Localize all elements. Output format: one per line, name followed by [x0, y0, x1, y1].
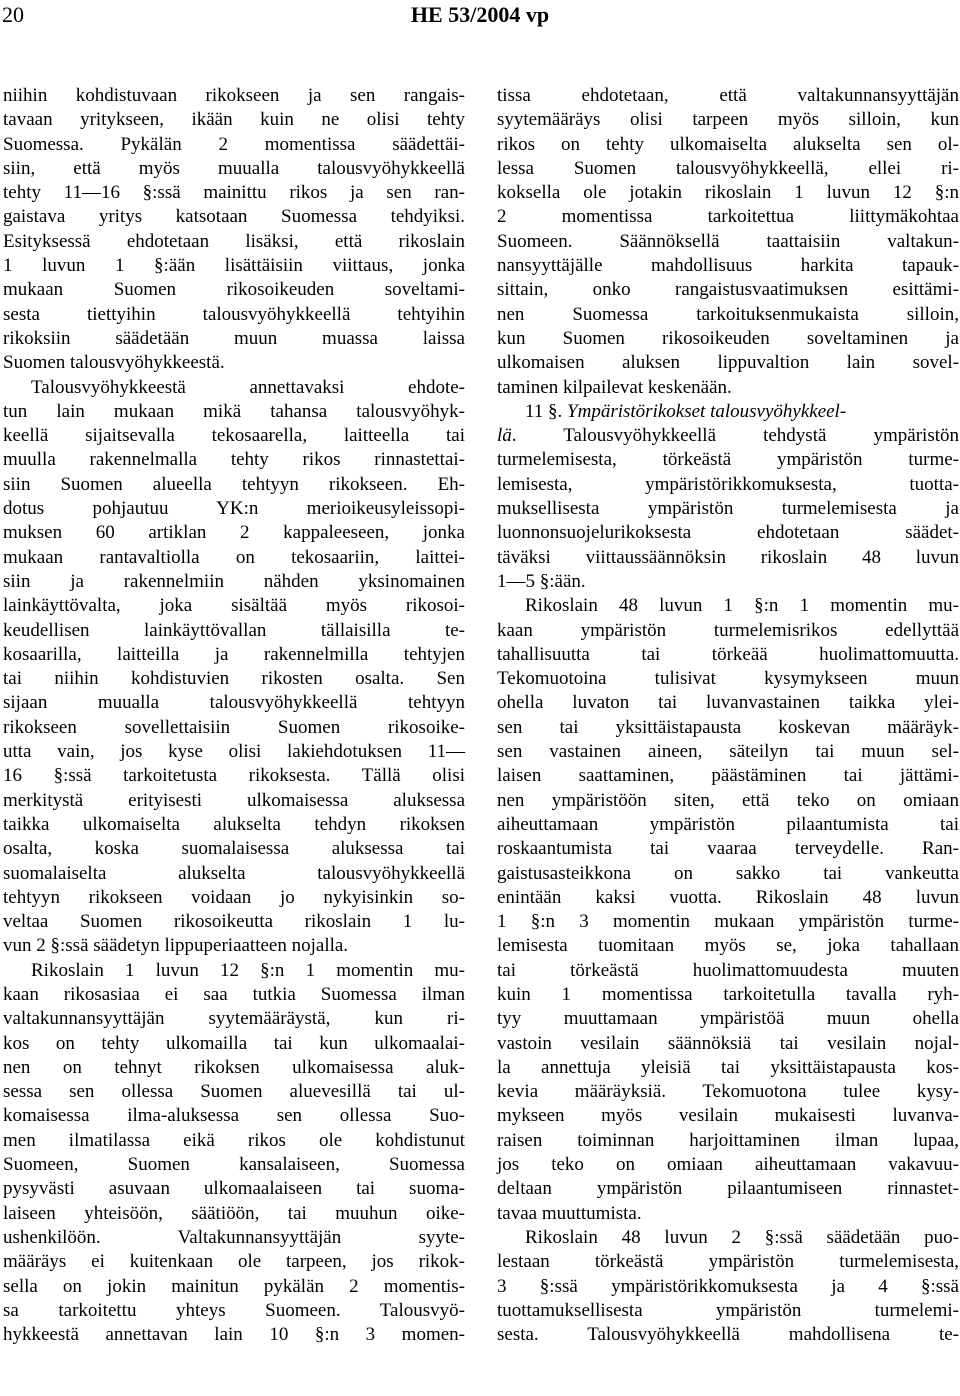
text-line: [497, 1177, 959, 1201]
line-text: vun 2 §:ssä säädetyn lippuperiaatteen nojalla.: [3, 935, 349, 957]
page-number: 20: [2, 2, 24, 27]
line-text: nansyyttäjälle mahdollisuus harkita tapauk-: [497, 255, 959, 277]
line-text: muksen 60 artiklan 2 kappaleeseen, jonka: [3, 522, 465, 544]
text-line: [497, 643, 959, 667]
line-text: enintään kaksi vuotta. Rikoslain 48 luvun: [497, 886, 959, 908]
line-text: kaan rikosasiaa ei saa tutkia Suomessa ilman: [3, 983, 465, 1005]
line-text: gaistusasteikkona on sakko tai vankeutta: [497, 862, 959, 884]
line-text: kos on tehty ulkomailla tai kun ulkomaalai-: [3, 1032, 465, 1054]
text-line: [3, 351, 465, 375]
line-text: tai törkeästä huolimattomuudesta muuten: [497, 959, 959, 981]
line-text: 1—5 §:ään.: [497, 570, 586, 592]
text-line: [497, 1007, 959, 1031]
line-text: hykkeestä annettavan lain 10 §:n 3 momen-: [3, 1324, 465, 1346]
line-text: lemisesta tuomitaan myös se, joka tahallaan: [497, 935, 959, 957]
text-line: [3, 691, 465, 715]
text-line: [497, 230, 959, 254]
line-text: Rikoslain 48 luvun 2 §:ssä säädetään puo-: [525, 1226, 959, 1248]
line-text: sen tai yksittäistapausta koskevan määräyk-: [497, 716, 959, 738]
line-text: Suomeen. Säännöksellä taattaisiin valtakun-: [497, 230, 959, 252]
text-line: [3, 643, 465, 667]
text-line: [497, 1323, 959, 1347]
text-line: [3, 1226, 465, 1250]
text-line: [497, 1202, 959, 1226]
line-text: luonnonsuojelurikoksesta ehdotetaan säädet-: [497, 522, 959, 544]
text-line: [497, 1056, 959, 1080]
text-line: [497, 108, 959, 132]
line-text: muksellisesta ympäristön turmelemisesta ja: [497, 498, 959, 520]
text-line: [3, 764, 465, 788]
line-text: siin ja rakennelmiin nähden yksinomainen: [3, 570, 465, 592]
line-text: mykseen myös vesilain mukaisesti luvanva-: [497, 1105, 959, 1127]
line-text: laisen saattaminen, päästäminen tai jättämi-: [497, 765, 959, 787]
right-text-column: [497, 84, 959, 1347]
line-text: laiseen yhteisöön, säätiöön, tai muuhun oike-: [3, 1202, 465, 1224]
line-text: la annettuja yleisiä tai yksittäistapausta kos-: [497, 1056, 959, 1078]
text-line: [3, 740, 465, 764]
text-line: [497, 1153, 959, 1177]
text-line: [3, 1104, 465, 1128]
line-text: turmelemisesta, törkeästä ympäristön turme-: [497, 449, 959, 471]
text-line: [497, 254, 959, 278]
text-line: [3, 278, 465, 302]
text-line: [497, 351, 959, 375]
line-text: Rikoslain 1 luvun 12 §:n 1 momentin mu-: [31, 959, 465, 981]
line-text: tehtyyn rikokseen voidaan jo nykyisinkin so-: [3, 886, 465, 908]
text-line: [497, 327, 959, 351]
line-text: 3 §:ssä ympäristörikkomuksesta ja 4 §:ssä: [497, 1275, 959, 1297]
text-line: [497, 570, 959, 594]
line-text: sittain, onko rangaistusvaatimuksen esittämi-: [497, 279, 959, 301]
line-text: sa tarkoitettu yhteys Suomeen. Talousvyö-: [3, 1299, 465, 1321]
text-line: [497, 497, 959, 521]
line-text: veltaa Suomen rikosoikeutta rikoslain 1 lu-: [3, 911, 465, 933]
line-text: aiheuttamaan ympäristön pilaantumista tai: [497, 813, 959, 835]
line-text: taikka ulkomaiselta alukselta tehdyn rikoksen: [3, 813, 465, 835]
text-line: [3, 327, 465, 351]
line-text: sessa sen ollessa Suomen aluevesillä tai ul-: [3, 1081, 465, 1103]
text-line: [3, 1007, 465, 1031]
text-line: [3, 84, 465, 108]
line-text: kevia määräyksiä. Tekomuotona tulee kysy-: [497, 1081, 959, 1103]
text-line: [3, 303, 465, 327]
line-text: Esityksessä ehdotetaan lisäksi, että rikoslain: [3, 230, 465, 252]
text-line: [497, 594, 959, 618]
text-line: [497, 1032, 959, 1056]
line-text: tissa ehdotetaan, että valtakunnansyyttäjän: [497, 85, 959, 106]
text-line: [3, 813, 465, 837]
text-line: [3, 400, 465, 424]
text-line: [3, 424, 465, 448]
line-text: koksella ole jotakin rikoslain 1 luvun 12 §:n: [497, 182, 959, 204]
text-line: [497, 813, 959, 837]
line-text: sesta. Talousvyöhykkeellä mahdollisena te-: [497, 1324, 959, 1346]
text-line: [497, 667, 959, 691]
line-text: men ilmatilassa eikä rikos ole kohdistunut: [3, 1129, 465, 1151]
text-line: [3, 862, 465, 886]
line-text: sen vastainen aineen, säteilyn tai muun sel-: [497, 741, 959, 763]
text-line: [497, 1275, 959, 1299]
line-text: keudellisen lainkäyttövallan tällaisilla te-: [3, 619, 465, 641]
text-line: [497, 837, 959, 861]
text-line: [3, 473, 465, 497]
line-text: syytemääräys olisi tarpeen myös silloin, kun: [497, 109, 959, 131]
line-text: nen ympäristöön siten, että teko on omiaan: [497, 789, 959, 811]
line-text: niihin kohdistuvaan rikokseen ja sen rangais-: [3, 85, 465, 106]
text-line: [3, 1323, 465, 1347]
text-line: [3, 254, 465, 278]
text-line: [3, 1275, 465, 1299]
line-text: ushenkilöön. Valtakunnansyyttäjän syyte-: [3, 1226, 465, 1248]
text-line: [497, 181, 959, 205]
text-line: [3, 1250, 465, 1274]
text-line: [3, 1202, 465, 1226]
line-text: vastoin vesilain säännöksiä tai vesilain nojal-: [497, 1032, 959, 1054]
text-line: [3, 181, 465, 205]
line-text: Rikoslain 48 luvun 1 §:n 1 momentin mu-: [525, 595, 959, 617]
text-line: [3, 376, 465, 400]
text-line: [497, 983, 959, 1007]
line-text: sesta tiettyihin talousvyöhykkeellä tehtyihin: [3, 303, 465, 325]
line-text: 11 §.: [525, 400, 563, 422]
line-text: rikos on tehty ulkomaiselta alukselta sen ol-: [497, 133, 959, 155]
text-line: [497, 376, 959, 400]
line-text: siin Suomen alueella tehtyyn rikokseen. Eh-: [3, 473, 465, 495]
text-line: [497, 619, 959, 643]
line-text: kuin 1 momentissa tarkoitetulla tavalla ryh-: [497, 983, 959, 1005]
line-text: tahallisuutta tai törkeää huolimattomuutta.: [497, 643, 959, 665]
text-line: [497, 546, 959, 570]
text-line: [3, 1056, 465, 1080]
text-line: [497, 934, 959, 958]
text-line: [497, 789, 959, 813]
text-line: [3, 230, 465, 254]
text-line: [3, 1299, 465, 1323]
text-line: [497, 1104, 959, 1128]
text-line: [497, 521, 959, 545]
page-header: [0, 0, 960, 36]
text-line: [3, 497, 465, 521]
line-text: roskaantumista tai vaaraa terveydelle. Ran-: [497, 838, 959, 860]
line-text: gaistava yritys katsotaan Suomessa tehdyiksi.: [3, 206, 465, 228]
text-line: [3, 205, 465, 229]
line-text: tun lain mukaan mikä tahansa talousvyöhyk-: [3, 400, 465, 422]
text-line: [3, 448, 465, 472]
line-text: keellä sijaitsevalla tekosaarella, laitteella tai: [3, 425, 465, 447]
line-text: tai niihin kohdistuvien rikosten osalta. Sen: [3, 668, 465, 690]
line-text: valtakunnansyyttäjän syytemääräystä, kun ri-: [3, 1008, 465, 1030]
line-text: tavaa muuttumista.: [497, 1202, 642, 1224]
text-line: [3, 570, 465, 594]
line-text: siin, että myös muualla talousvyöhykkeellä: [3, 157, 465, 179]
line-text: ulkomaisen aluksen lippuvaltion lain sovel-: [497, 352, 959, 374]
text-line: [497, 910, 959, 934]
text-line: [3, 1032, 465, 1056]
line-text: Suomen talousvyöhykkeestä.: [3, 352, 225, 374]
text-line: [497, 1226, 959, 1250]
text-line: [497, 157, 959, 181]
line-text: 1 §:n 3 momentin mukaan ympäristön turme-: [497, 911, 959, 933]
text-line: [3, 983, 465, 1007]
line-text: Suomeen, Suomen kansalaiseen, Suomessa: [3, 1154, 465, 1176]
text-line: [497, 1250, 959, 1274]
text-line: [3, 910, 465, 934]
text-line: [497, 400, 959, 424]
line-text: 1 luvun 1 §:ään lisättäisiin viittaus, jonka: [3, 255, 465, 277]
text-line: [497, 448, 959, 472]
text-line: [3, 837, 465, 861]
text-line: [497, 862, 959, 886]
text-line: [3, 934, 465, 958]
line-text: osalta, koska suomalaisessa aluksessa tai: [3, 838, 465, 860]
line-text: . Talousvyöhykkeellä tehdystä ympäristön: [511, 425, 959, 447]
line-text: suomalaiselta alukselta talousvyöhykkeellä: [3, 862, 465, 884]
line-text: sella on jokin mainitun pykälän 2 momentis-: [3, 1275, 465, 1297]
text-line: [3, 1153, 465, 1177]
line-text: sijaan muualla talousvyöhykkeellä tehtyyn: [3, 692, 465, 714]
text-line: [3, 1080, 465, 1104]
line-text: lestaan törkeästä ympäristön turmelemisesta,: [497, 1251, 959, 1273]
line-text: mukaan Suomen rikosoikeuden soveltami-: [3, 279, 465, 301]
document-id: HE 53/2004 vp: [410, 2, 550, 27]
text-line: [497, 959, 959, 983]
text-line: [3, 619, 465, 643]
text-line: [497, 278, 959, 302]
line-text: tyy muuttamaan ympäristöä muun ohella: [497, 1008, 959, 1030]
line-text: raisen toiminnan harjoittaminen ilman lupaa,: [497, 1129, 959, 1151]
line-text: tehty 11—16 §:ssä mainittu rikos ja sen ran-: [3, 182, 465, 204]
line-text: Tekomuotoina tulisivat kysymykseen muun: [497, 668, 959, 690]
text-line: [497, 1080, 959, 1104]
line-text: Suomessa. Pykälän 2 momentissa säädettäi-: [3, 133, 465, 155]
text-line: [3, 716, 465, 740]
italic-heading-text: Ympäristörikokset talousvyöhykkeel-: [567, 400, 847, 422]
italic-heading-text: lä: [497, 425, 512, 447]
line-text: merkitystä erityisesti ulkomaisessa aluksessa: [3, 789, 465, 811]
text-line: [497, 84, 959, 108]
text-line: [497, 740, 959, 764]
line-text: lessa Suomen talousvyöhykkeellä, ellei ri-: [497, 157, 959, 179]
line-text: täväksi viittaussäännöksin rikoslain 48 luvun: [497, 546, 959, 568]
text-line: [497, 473, 959, 497]
line-text: muulla rakennelmalla tehty rikos rinnastettai-: [3, 449, 465, 471]
line-text: mukaan rantavaltiolla on tekosaariin, laittei-: [3, 546, 465, 568]
line-text: lemisesta, ympäristörikkomuksesta, tuotta-: [497, 473, 959, 495]
line-text: pysyvästi asuvaan ulkomaalaiseen tai suoma-: [3, 1178, 465, 1200]
line-text: taminen kilpailevat keskenään.: [497, 376, 732, 398]
text-line: [3, 108, 465, 132]
line-text: Talousvyöhykkeestä annettavaksi ehdote-: [31, 376, 465, 398]
line-text: deltaan ympäristön pilaantumiseen rinnastet-: [497, 1178, 959, 1200]
line-text: nen Suomessa tarkoituksenmukaista silloin,: [497, 303, 959, 325]
text-line: [497, 133, 959, 157]
line-text: lainkäyttövalta, joka sisältää myös rikosoi-: [3, 595, 465, 617]
text-line: [497, 886, 959, 910]
text-line: [497, 1129, 959, 1153]
line-text: nen on tehnyt rikoksen ulkomaisessa aluk-: [3, 1056, 465, 1078]
line-text: 16 §:ssä tarkoitetusta rikoksesta. Tällä olisi: [3, 765, 465, 787]
text-line: [3, 1177, 465, 1201]
text-line: [3, 546, 465, 570]
line-text: rikoksiin säädetään muun muassa laissa: [3, 327, 465, 349]
line-text: kaan ympäristön turmelemisrikos edellyttää: [497, 619, 959, 641]
text-line: [3, 886, 465, 910]
text-line: [3, 594, 465, 618]
text-line: [3, 157, 465, 181]
text-line: [497, 303, 959, 327]
text-line: [497, 205, 959, 229]
text-line: [497, 764, 959, 788]
text-line: [3, 521, 465, 545]
line-text: dotus pohjautuu YK:n merioikeusyleissopi-: [3, 498, 465, 520]
text-line: [3, 959, 465, 983]
line-text: jos teko on omiaan aiheuttamaan vakavuu-: [497, 1154, 959, 1176]
line-text: kun Suomen rikosoikeuden soveltaminen ja: [497, 327, 959, 349]
line-text: kosaarilla, laitteilla ja rakennelmilla tehtyjen: [3, 643, 465, 665]
line-text: 2 momentissa tarkoitettua liittymäkohtaa: [497, 206, 959, 228]
line-text: tuottamuksellisesta ympäristön turmelemi-: [497, 1299, 959, 1321]
line-text: määräys ei kuitenkaan ole tarpeen, jos rikok-: [3, 1251, 465, 1273]
line-text: utta vain, jos kyse olisi lakiehdotuksen 11—: [3, 741, 465, 763]
text-line: [3, 1129, 465, 1153]
line-text: ohella luvaton tai luvanvastainen taikka ylei-: [497, 692, 959, 714]
text-line: [3, 789, 465, 813]
text-line: [497, 1299, 959, 1323]
line-text: komaisessa ilma-aluksessa sen ollessa Suo-: [3, 1105, 465, 1127]
text-line: [3, 667, 465, 691]
line-text: tavaan yritykseen, ikään kuin ne olisi tehty: [3, 109, 465, 131]
text-line: [497, 716, 959, 740]
left-text-column: [3, 84, 465, 1347]
line-text: rikokseen sovellettaisiin Suomen rikosoike-: [3, 716, 465, 738]
text-line: [497, 691, 959, 715]
text-line: [3, 133, 465, 157]
text-line: [497, 424, 959, 448]
